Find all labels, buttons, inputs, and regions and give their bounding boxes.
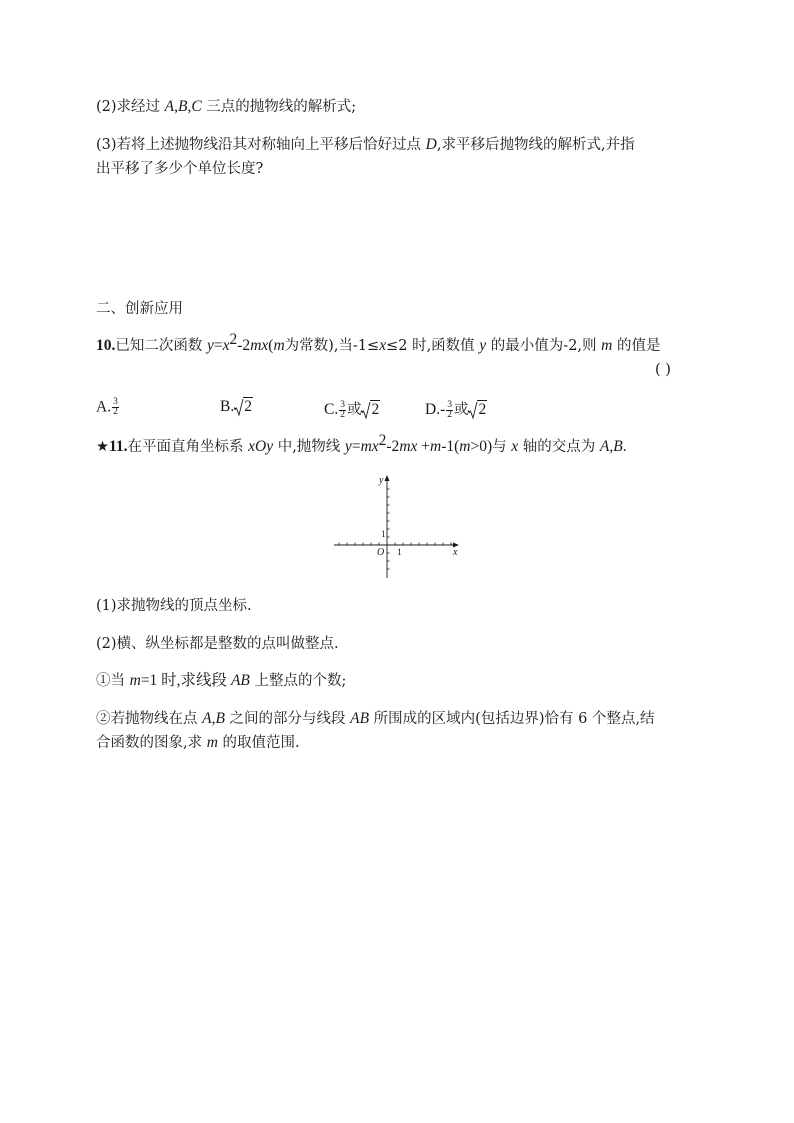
comma: , <box>187 98 192 115</box>
q11-part1: (1)求抛物线的顶点坐标. <box>96 598 252 614</box>
frac-numerator: 3 <box>340 399 345 410</box>
q9-part2 <box>96 97 356 117</box>
q11-sub1 <box>96 671 346 691</box>
var-m: m <box>430 438 442 455</box>
q10-text-c: ≤2 时,函数值 <box>386 338 480 354</box>
q11-number: 11. <box>109 438 128 455</box>
y-axis-arrow-icon <box>385 475 390 481</box>
fraction-three-halves <box>446 401 453 420</box>
q9-part3-text-end: ,求平移后抛物线的解析式,并指 <box>436 137 635 153</box>
sub2-text-a: ②若抛物线在点 <box>96 711 203 727</box>
sub2-text-e: 的取值范围. <box>217 735 300 751</box>
option-d-label: D.- <box>425 401 446 418</box>
y-tick-label-one: 1 <box>381 530 386 540</box>
q10-text-d: 的最小值为-2,则 <box>486 338 602 354</box>
option-c-label: C. <box>324 401 339 418</box>
q10-stem <box>96 331 661 356</box>
option-c <box>324 398 380 420</box>
radicand: 2 <box>244 398 252 415</box>
radical-sign-icon <box>234 399 244 417</box>
frac-denominator: 2 <box>113 407 118 417</box>
term-mx: mx <box>399 438 418 455</box>
section-title: 二、创新应用 <box>96 301 183 317</box>
point-d: D <box>425 136 437 153</box>
option-b-label: B. <box>220 398 235 415</box>
q9-part3-line1 <box>96 135 635 155</box>
sqrt-two <box>234 398 253 416</box>
q9-part3-text: (3)若将上述抛物线沿其对称轴向上平移后恰好过点 <box>96 137 426 153</box>
origin-label: O <box>377 547 385 558</box>
point-a: A <box>202 710 212 727</box>
sub1-text-c: 上整点的个数; <box>249 673 347 689</box>
answer-bracket: ( ) <box>655 362 671 378</box>
q11-text-a: 在平面直角坐标系 <box>127 439 249 455</box>
coordinate-system: xOy <box>248 438 274 455</box>
var-m: m <box>601 337 613 354</box>
q11-text-b: 中,抛物线 <box>273 439 345 455</box>
radicand: 2 <box>371 401 380 418</box>
q10-text-b: 为常数),当-1≤ <box>284 338 380 354</box>
var-m: m <box>250 337 262 354</box>
var-m: m <box>129 672 141 689</box>
q9-part3-line2: 出平移了多少个单位长度? <box>96 161 264 177</box>
segment-ab: AB <box>350 710 370 727</box>
x-axis-label: x <box>453 547 458 558</box>
option-a <box>96 398 120 417</box>
period: . <box>622 438 627 455</box>
coef: -2 <box>386 438 400 455</box>
sub2-text-d: 合函数的图象,求 <box>96 735 207 751</box>
point-c: C <box>191 98 202 115</box>
q11-text-d: 轴的交点为 <box>518 439 600 455</box>
or-text: 或 <box>346 402 362 418</box>
frac-denominator: 2 <box>340 409 345 420</box>
var-y: y <box>206 337 214 354</box>
point-a: A <box>599 438 610 455</box>
y-axis-label: y <box>379 475 384 486</box>
var-x: x <box>511 438 519 455</box>
q11-stem <box>96 432 627 457</box>
paren: ( <box>268 337 274 354</box>
var-m: m <box>273 337 285 354</box>
sub1-text-b: =1 时,求线段 <box>140 672 231 689</box>
coef: -2 <box>237 337 251 354</box>
point-b: B <box>215 710 225 727</box>
sqrt-two <box>361 401 380 419</box>
q10-text-a: 已知二次函数 <box>115 338 207 354</box>
q11-text-c: 与 <box>492 439 512 455</box>
option-a-label: A. <box>96 398 112 416</box>
radical-sign-icon <box>361 402 371 420</box>
coordinate-graph <box>330 470 464 582</box>
comma: , <box>211 710 216 727</box>
var-x: x <box>379 337 387 354</box>
or-text: 或 <box>453 402 469 418</box>
radical-sign-icon <box>468 402 478 420</box>
q11-sub2-line1 <box>96 709 655 729</box>
exponent: 2 <box>378 432 387 449</box>
point-b: B <box>613 438 623 455</box>
var-m: m <box>459 438 471 455</box>
comma: , <box>174 98 178 115</box>
sqrt-two <box>468 401 487 419</box>
option-d <box>425 398 487 420</box>
frac-numerator: 3 <box>113 397 118 407</box>
star-icon: ★ <box>96 439 109 455</box>
equals: = <box>351 438 361 455</box>
var-y: y <box>344 438 352 455</box>
plus: + <box>417 438 431 455</box>
point-a: A <box>164 98 175 115</box>
frac-denominator: 2 <box>447 409 452 420</box>
exponent: 2 <box>229 331 238 348</box>
var-y: y <box>479 337 487 354</box>
q11-sub2-line2 <box>96 733 300 753</box>
point-b: B <box>178 98 188 115</box>
radicand: 2 <box>478 401 487 418</box>
x-tick-label-one: 1 <box>397 548 402 558</box>
minus-one: -1( <box>441 438 460 455</box>
sub2-text-b: 之间的部分与线段 <box>224 711 351 727</box>
frac-numerator: 3 <box>447 399 452 410</box>
fraction-three-halves <box>339 401 346 420</box>
q10-text-e: 的值是 <box>612 338 661 354</box>
q11-part2: (2)横、纵坐标都是整数的点叫做整点. <box>96 636 339 652</box>
var-x: x <box>261 337 269 354</box>
q9-part2-text-end: 三点的抛物线的解析式; <box>201 99 357 115</box>
term-mx: mx <box>360 438 379 455</box>
segment-ab: AB <box>230 672 250 689</box>
equals: = <box>213 337 223 354</box>
var-m: m <box>206 734 218 751</box>
q9-part2-text: (2)求经过 <box>96 99 165 115</box>
fraction-three-halves <box>112 398 119 417</box>
var-x: x <box>222 337 230 354</box>
option-b <box>220 398 253 416</box>
sub2-text-c: 所围成的区域内(包括边界)恰有 6 个整点,结 <box>369 711 655 727</box>
comma: , <box>609 438 614 455</box>
sub1-text-a: ①当 <box>96 673 130 689</box>
q10-options <box>96 396 516 420</box>
q10-number: 10. <box>96 337 116 354</box>
gt-zero: >0) <box>470 438 493 455</box>
